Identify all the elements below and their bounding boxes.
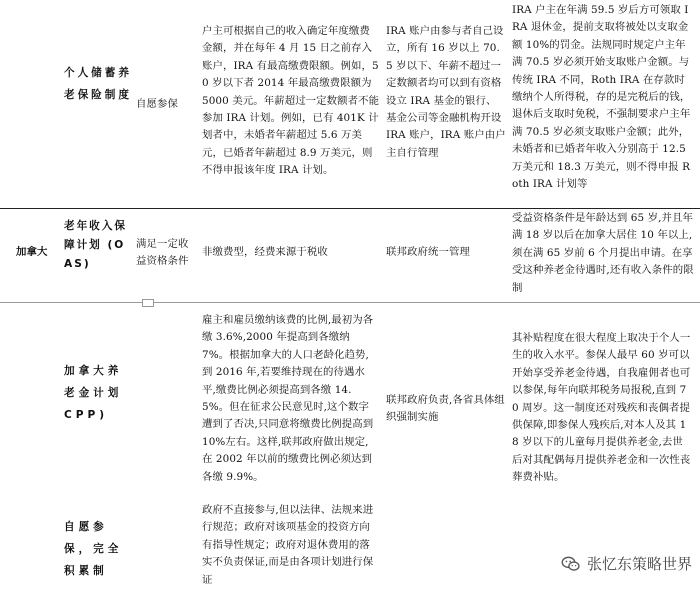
voluntary-funding: 政府不直接参与,但以法律、法规来进行规范；政府对该项基金的投资方向有指导性规定；政府对退休费用的落实不负责保证,而是由各项计划进行保证 [202,504,374,586]
cpp-benefit: 其补贴程度在很大程度上取决于个人一生的收入水平。参保人最早 60 岁可以开始享受养老金待遇，自我雇佣者也可以参保,每年向联邦税务局报税,直到 70 周岁。这一制度还对残疾和丧偶者提供保障,即参保人残疾后,对本人及其 18 岁以下的儿童每月提供养老金,去世后对其配偶每月提供养老金和一次性丧葬费补贴。 [512,332,691,484]
cpp-plan-name: 加拿大养老金计划 CPP) [64,365,123,421]
watermark-text: 张忆东策略世界 [586,555,692,573]
watermark [561,553,692,574]
oas-nature: 满足一定收益资格条件 [136,238,189,268]
table-rule-top [0,208,700,209]
table-resize-handle[interactable] [142,299,154,307]
oas-plan-name: 老年收入保障计划 (OAS) [64,220,127,270]
wechat-icon [561,554,581,574]
ira-nature: 自愿参保 [136,98,178,110]
ira-plan-name: 个人储蓄养老保险制度 [64,67,132,101]
voluntary-plan-name: 自愿参保，完全积累制 [64,521,123,577]
oas-benefit: 受益资格条件是年龄达到 65 岁,并且年满 18 岁以后在加拿大居住 10 年以上,须在满 65 岁前 6 个月提出申请。在享受这种养老金待遇时,还有收入条件的限制 [512,212,694,294]
table-rule-middle [0,302,700,303]
cpp-management: 联邦政府负责,各省具体组织强制实施 [386,394,505,424]
ira-management: IRA 账户由参与者自己设立，所有 16 岁以上 70.5 岁以下、年薪不超过一定数额者均可以到有资格设立 IRA 基金的银行、基金公司等金融机构开设 IRA 账户，IRA 账户由户主自行管理 [386,25,506,159]
oas-funding: 非缴费型，经费来源于税收 [202,246,328,258]
oas-management: 联邦政府统一管理 [386,246,470,258]
ira-benefit: IRA 户主在年满 59.5 岁后方可领取 IRA 退休金，提前支取将被处以支取金额 10%的罚金。法规同时规定户主年满 70.5 岁必须开始支取账户金额。与传统 IRA 不同，Roth IRA 在存款时缴纳个人所得税，存的是完税后的钱，退休后支取时免税，不强制要求户主年满 70.5 岁必须支取账户金额；此外，未婚者和已婚者年收入分别高于 12.5 万美元和 18.3 万美元，则不得申报 Roth IRA 计划等 [512,4,691,191]
ira-funding: 户主可根据自己的收入确定年度缴费金额，并在每年 4 月 15 日之前存入账户，IRA 有最高缴费限额。例如，50 岁以下者 2014 年最高缴费限额为 5000 美元。年薪超过一定数额者不能参加 IRA 计划。例如，已有 401K 计划者中，未婚者年薪超过 5.6 万美元，已婚者年薪超过 8.9 万美元，则不得申报该年度 IRA 计划。 [202,25,380,177]
canada-country-label: 加拿大 [16,246,48,258]
cpp-funding: 雇主和雇员缴纳该费的比例,最初为各缴 3.6%,2000 年提高到各缴纳 7%。根据加拿大的人口老龄化趋势,到 2016 年,若要维持现在的待遇水平,缴费比例必须提高到各缴 14.5%。但在征求公民意见时,这个数字遭到了否决,只同意将缴费比例提高到 10%左右。这样,联邦政府做出规定,在 2002 年以前的缴费比例必须达到各缴 9.9%。 [202,314,374,483]
